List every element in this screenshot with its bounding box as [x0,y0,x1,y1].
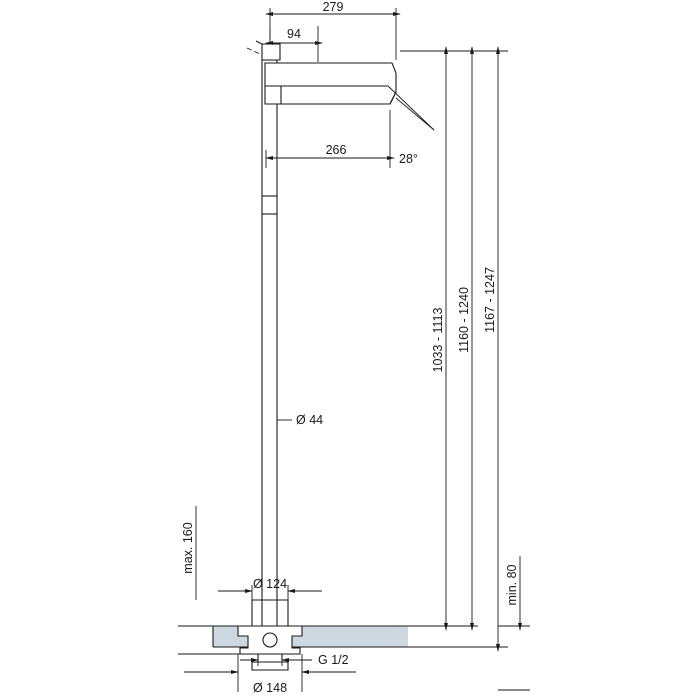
label-base-plate-diameter: Ø 148 [252,681,288,695]
label-min-clearance: min. 80 [505,564,519,606]
label-connection-thread: G 1/2 [318,653,349,667]
label-spout-reach-mid: 266 [325,143,347,157]
label-spout-angle: 28° [399,152,418,166]
label-height-range-2: 1160 - 1240 [457,287,471,353]
dimension-spout-reach-mid [266,110,418,168]
dimension-pipe-diameter [277,413,323,427]
faucet-body [238,41,434,670]
label-base-cover-diameter: Ø 124 [252,577,288,591]
label-height-range-1: 1033 - 1113 [431,307,445,373]
label-pipe-diameter: Ø 44 [296,413,324,427]
dimension-height-range-3 [400,47,508,651]
dimension-height-range-1 [400,47,452,630]
label-spout-total-reach: 279 [322,0,344,14]
label-max-floor-depth: max. 160 [181,522,195,574]
label-spout-top-offset: 94 [287,27,301,41]
dimension-min-clearance [498,556,530,690]
label-height-range-3: 1167 - 1247 [483,267,497,333]
